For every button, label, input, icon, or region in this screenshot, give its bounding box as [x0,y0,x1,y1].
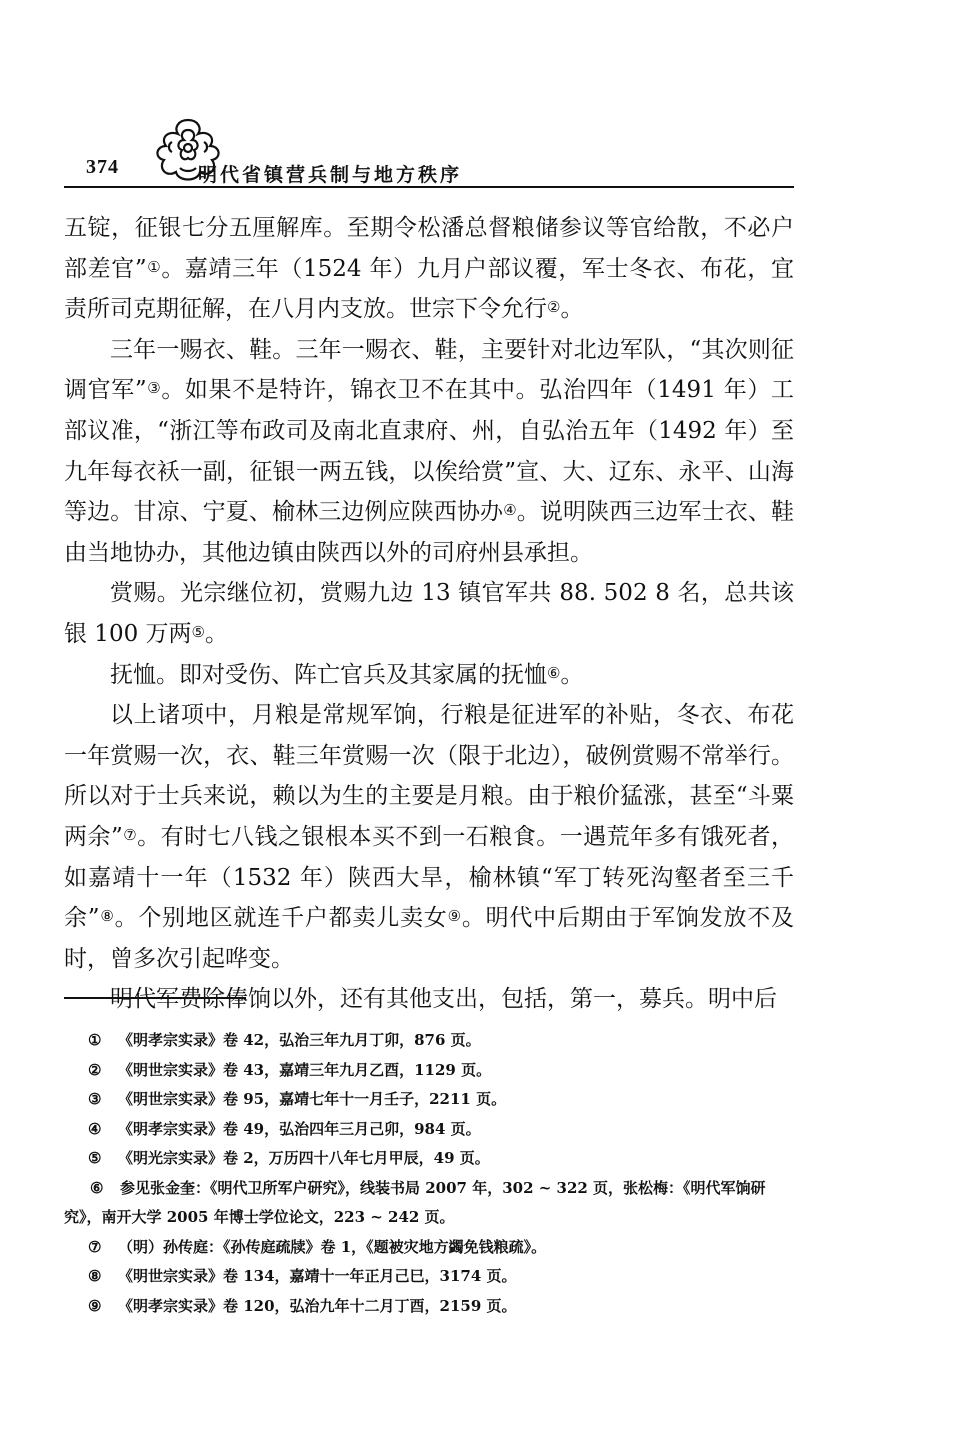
footnote-text: 《明世宗实录》卷 43，嘉靖三年九月乙酉，1129 页。 [118,1060,492,1079]
text-segment: 。个别地区就连千户都卖儿卖女 [114,905,448,932]
paragraph [64,979,794,1020]
header-rule [64,186,794,188]
text-segment: 。 [560,296,584,323]
footnote-reference: ⑧ [99,907,115,926]
text-segment: 。说明陕西三边军士衣、鞋由当地协办，其他边镇由陕西以外的司府州县承担。 [64,499,795,566]
footnote-text: 参见张金奎：《明代卫所军户研究》，线装书局 2007 年，302 ~ 322 页，张松梅：《明代军饷研究》，南开大学 2005 年博士学位论文，223 ~ 242 页。 [64,1178,766,1226]
text-segment: 。嘉靖三年（1524 年）九月户部议覆，军士冬衣、布花，宜责所司克期征解，在八月内支放。世宗下令允行 [64,255,794,323]
page-number: 374 [86,156,119,178]
footnote-mark: ⑥ [90,1178,104,1197]
footnote-reference: ① [146,257,162,276]
text-segment: 。明代中后期由于军饷发放不及时，曾多次引起哗变。 [64,905,795,972]
text-segment: 以上诸项中，月粮是常规军饷，行粮是征进军的补贴，冬衣、布花一年赏赐一次，衣、鞋三年赏赐一次（限于北边），破例赏赐不常举行。所以对于士兵来说，赖以为生的主要是月粮。由于粮价猛涨，甚至“斗粟两余” [64,702,794,850]
footnote-mark: ⑤ [88,1149,102,1167]
footnote-text: 《明孝宗实录》卷 120，弘治九年十二月丁酉，2159 页。 [118,1296,517,1315]
footnote-mark: ⑧ [88,1267,102,1285]
footnote-reference: ⑥ [547,663,561,682]
footnote [64,1144,794,1174]
footnote [64,1115,794,1145]
footnotes [64,1026,794,1321]
footnote [64,1026,794,1056]
text-segment: 。有时七八钱之银根本买不到一石粮食。一遇荒年多有饿死者，如嘉靖十一年（1532 年）陕西大旱，榆林镇“军丁转死沟壑者至三千余” [64,823,794,932]
footnote-text: （明）孙传庭：《孙传庭疏牍》卷 1，《题被灾地方蠲免钱粮疏》。 [118,1237,547,1256]
text-segment: 。如果不是特许，锦衣卫不在其中。弘治四年（1491 年）工部议准，“浙江等布政司及南北直隶府、州，自弘治五年（1492 年）至九年每衣袄一副，征银一两五钱，以俟给赏”宣、大、辽东、永平、山海等边。甘凉、宁夏、榆林三边例应陕西协办 [64,377,794,526]
text-segment: 三年一赐衣、鞋。三年一赐衣、鞋，主要针对北边军队，“其次则征调官军” [64,336,794,404]
footnote-reference: ② [547,298,561,317]
text-segment: 明代军费除俸饷以外，还有其他支出，包括，第一，募兵。明中后 [110,986,777,1013]
footnote-reference: ⑨ [447,907,462,926]
footnote-divider [64,997,246,999]
footnote-text: 《明世宗实录》卷 95，嘉靖七年十一月壬子，2211 页。 [118,1090,507,1108]
footnote-mark: ④ [88,1119,102,1138]
text-segment: 五锭，征银七分五厘解库。至期令松潘总督粮储参议等官给散，不必户部差官” [64,215,794,282]
footnote-text: 《明孝宗实录》卷 42，弘治三年九月丁卯，876 页。 [118,1031,481,1049]
footnote [64,1056,794,1086]
text-segment: 。 [560,661,584,688]
footnote-text: 《明世宗实录》卷 134，嘉靖十一年正月己巳，3174 页。 [118,1267,517,1285]
text-segment: 抚恤。即对受伤、阵亡官兵及其家属的抚恤 [110,661,547,688]
main-text [64,208,794,1020]
footnote-reference: ⑦ [122,825,138,844]
footnote-text: 《明孝宗实录》卷 49，弘治四年三月己卯，984 页。 [118,1119,481,1138]
paragraph [64,573,794,654]
footnote [64,1085,794,1115]
running-header [64,112,794,188]
footnote-mark: ⑨ [88,1296,102,1315]
paragraph [64,330,794,574]
paragraph [64,208,794,330]
footnote-reference: ④ [503,501,517,520]
footnote-reference: ⑤ [191,622,205,641]
text-segment: 赏赐。光宗继位初，赏赐九边 13 镇官军共 88. 502 8 名，总共该银 100 万两 [64,580,794,647]
footnote [64,1292,794,1322]
footnote [64,1174,794,1233]
paragraph [64,695,794,979]
footnote-text: 《明光宗实录》卷 2，万历四十八年七月甲辰，49 页。 [118,1149,490,1167]
footnote-mark: ⑦ [88,1237,102,1256]
footnote-mark: ② [88,1060,102,1079]
footnote [64,1262,794,1292]
footnote-mark: ① [88,1031,102,1049]
text-segment: 。 [204,620,228,647]
book-title: 明代省镇营兵制与地方秩序 [198,164,463,186]
footnote [64,1233,794,1263]
footnote-mark: ③ [88,1090,102,1108]
footnote-reference: ③ [146,379,162,398]
paragraph [64,655,794,696]
